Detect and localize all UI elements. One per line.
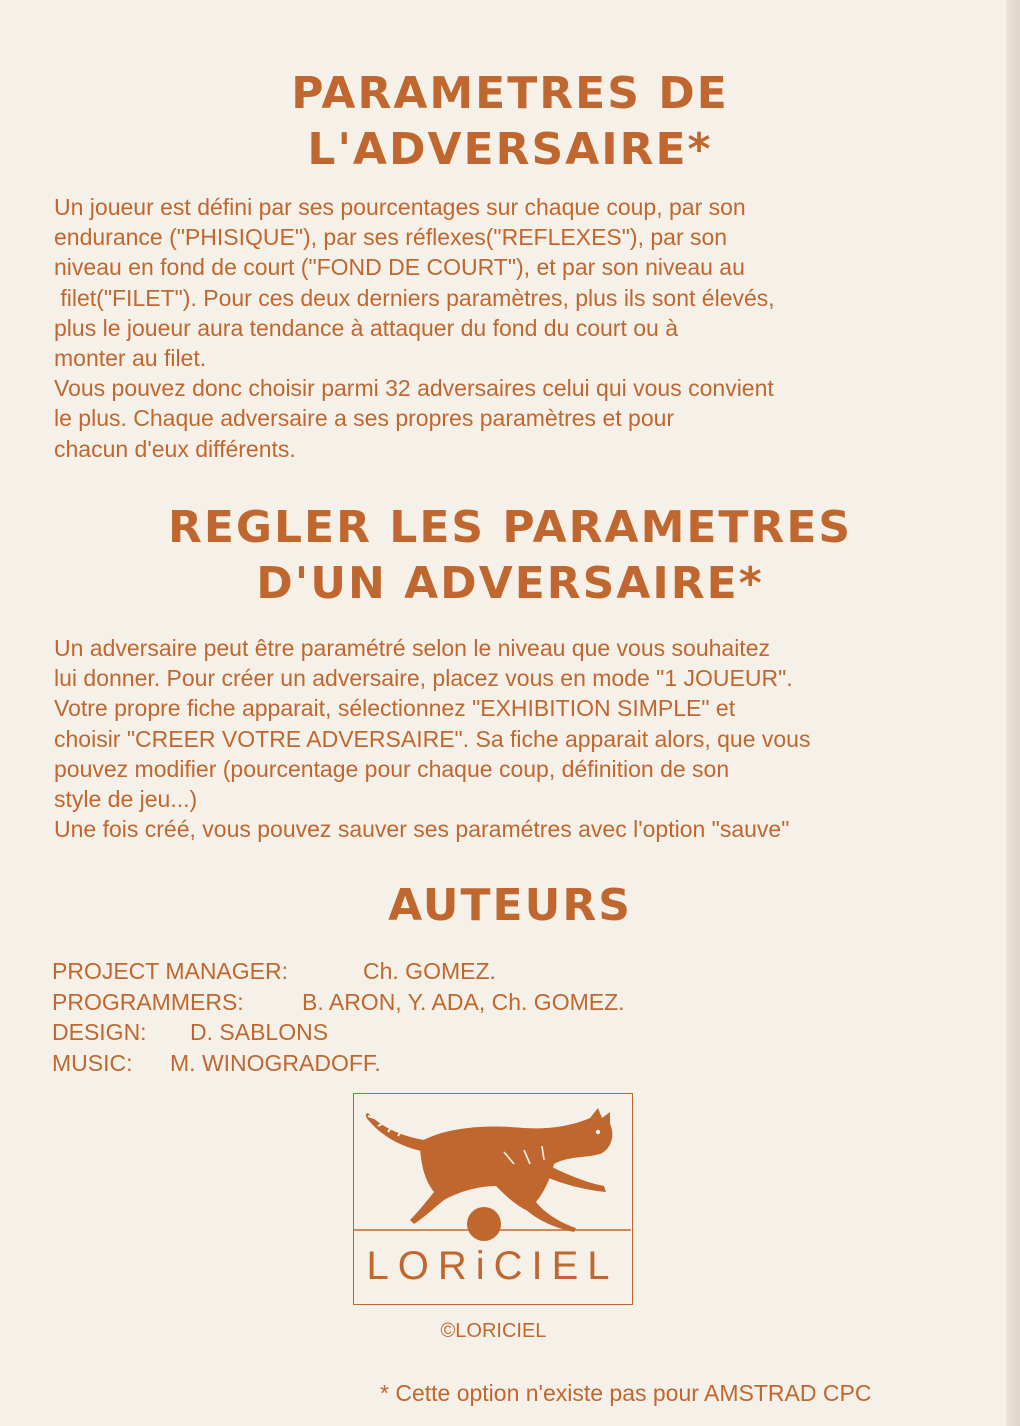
body-line: niveau en fond de court ("FOND DE COURT"), et par son niveau au <box>54 254 745 281</box>
body-line: chacun d'eux différents. <box>54 435 296 462</box>
credit-row <box>52 987 625 1018</box>
body-line: choisir "CREER VOTRE ADVERSAIRE". Sa fiche apparait alors, que vous <box>54 725 811 752</box>
body-line: filet("FILET"). Pour ces deux derniers paramètres, plus ils sont élevés, <box>54 284 775 311</box>
credit-names: M. WINOGRADOFF. <box>170 1049 381 1076</box>
credit-role: PROJECT MANAGER: <box>52 958 288 984</box>
section-body-regler-parametres <box>54 633 954 844</box>
copyright-notice: ©LORICIEL <box>440 1320 547 1342</box>
body-line: Un adversaire peut être paramétré selon le niveau que vous souhaitez <box>54 635 770 661</box>
body-line: pouvez modifier (pourcentage pour chaque coup, définition de son <box>54 755 730 782</box>
credit-role: PROGRAMMERS: <box>52 988 244 1015</box>
body-line: plus le joueur aura tendance à attaquer du fond du court ou à <box>54 314 679 341</box>
page-edge <box>1006 0 1020 1426</box>
body-line: Vous pouvez donc choisir parmi 32 adversaires celui qui vous convient <box>54 375 774 402</box>
body-line: le plus. Chaque adversaire a ses propres paramètres et pour <box>54 405 675 432</box>
body-line: monter au filet. <box>54 345 207 372</box>
title-line: L'ADVERSAIRE* <box>307 124 713 175</box>
body-line: Votre propre fiche apparait, sélectionnez "EXHIBITION SIMPLE" et <box>54 695 736 722</box>
body-line: endurance ("PHISIQUE"), par ses réflexes("REFLEXES"), par son <box>54 224 728 251</box>
section-body-parametres-adversaire <box>54 192 954 464</box>
credit-row <box>52 1048 625 1079</box>
logo-wordmark: LORiCIEL <box>366 1244 619 1288</box>
section-title-regler-parametres <box>0 500 1020 612</box>
credit-names: B. ARON, Y. ADA, Ch. GOMEZ. <box>302 988 625 1015</box>
credit-row <box>52 956 625 987</box>
credit-role: MUSIC: <box>52 1049 133 1076</box>
title-line: PARAMETRES DE <box>291 68 729 119</box>
body-line: Un joueur est défini par ses pourcentages sur chaque coup, par son <box>54 194 746 220</box>
section-title-parametres-adversaire <box>0 66 1020 178</box>
credit-role: DESIGN: <box>52 1019 147 1045</box>
body-line: Une fois créé, vous pouvez sauver ses paramétres avec l'option "sauve" <box>54 816 790 843</box>
credits-list <box>52 956 625 1078</box>
credit-names: D. SABLONS <box>190 1019 329 1045</box>
body-line: style de jeu...) <box>54 786 198 813</box>
credit-names: Ch. GOMEZ. <box>363 958 496 984</box>
credit-row <box>52 1017 625 1048</box>
body-line: lui donner. Pour créer un adversaire, placez vous en mode "1 JOUEUR". <box>54 665 793 692</box>
title-line: REGLER LES PARAMETRES <box>167 502 853 553</box>
title-line: D'UN ADVERSAIRE* <box>256 558 764 609</box>
section-title-auteurs <box>0 878 1020 934</box>
loriciel-logo <box>353 1093 633 1305</box>
title-line: AUTEURS <box>388 880 632 931</box>
footnote: * Cette option n'existe pas pour AMSTRAD CPC <box>380 1380 872 1406</box>
